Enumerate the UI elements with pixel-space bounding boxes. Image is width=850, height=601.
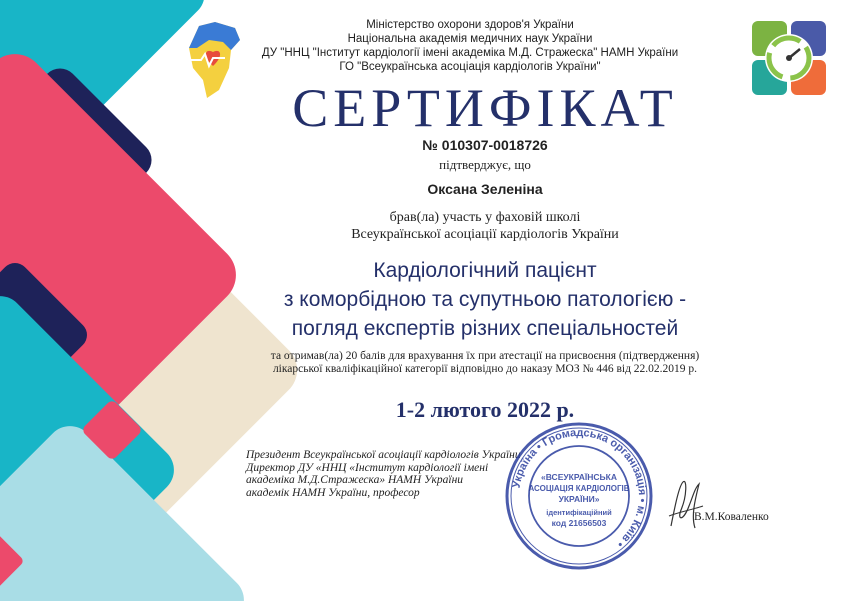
confirms-text: підтверджує, що bbox=[439, 157, 531, 172]
certificate-title: СЕРТИФІКАТ bbox=[292, 78, 678, 138]
signatory-name: В.М.Коваленко bbox=[694, 511, 769, 523]
header-organizations bbox=[200, 18, 740, 74]
participation-line-1: брав(ла) участь у фаховій школі bbox=[389, 210, 581, 225]
signatory-line-2: Директор ДУ «ННЦ «Інститут кардіології імені bbox=[246, 461, 489, 474]
svg-text:«ВСЕУКРАЇНСЬКА: «ВСЕУКРАЇНСЬКА bbox=[541, 472, 617, 482]
svg-text:АСОЦІАЦІЯ КАРДІОЛОГІВ: АСОЦІАЦІЯ КАРДІОЛОГІВ bbox=[528, 484, 630, 493]
svg-text:Україна • Громадська організац: Україна • Громадська організація • м. Київ • bbox=[510, 426, 649, 550]
header-line-ministry: Міністерство охорони здоров'я України bbox=[366, 19, 574, 31]
score-line-1: та отримав(ла) 20 балів для врахування їх при атестації на присвоєння (підтвердження) bbox=[270, 350, 700, 362]
signatory-line-1: Президент Всеукраїнської асоціації кардіологів України bbox=[246, 449, 521, 461]
score-line-2: лікарської кваліфікаційної категорії відповідно до наказу МОЗ № 446 від 22.02.2019 р. bbox=[272, 363, 698, 375]
school-title-line-1: Кардіологічний пацієнт bbox=[373, 259, 597, 282]
school-title bbox=[200, 256, 770, 343]
handwritten-signature bbox=[665, 476, 705, 536]
svg-text:УКРАЇНИ»: УКРАЇНИ» bbox=[558, 494, 600, 504]
svg-text:код 21656503: код 21656503 bbox=[551, 518, 607, 528]
participation-line-2: Всеукраїнської асоціації кардіологів України bbox=[351, 227, 619, 242]
signatory-line-4: академік НАМН України, професор bbox=[246, 486, 420, 499]
score-text bbox=[200, 350, 770, 376]
school-title-line-2: з коморбідною та супутньою патологією - bbox=[283, 288, 687, 311]
signatory-line-3: академіка М.Д.Стражеска» НАМН України bbox=[246, 474, 464, 486]
certificate-number: № 010307-0018726 bbox=[422, 137, 548, 153]
association-stamp bbox=[503, 420, 655, 572]
header-line-institute: ДУ "ННЦ "Інститут кардіології імені академіка М.Д. Стражеска" НАМН України bbox=[261, 47, 679, 59]
event-date: 1-2 лютого 2022 р. bbox=[395, 397, 575, 422]
header-line-academy: Національна академія медичних наук України bbox=[347, 33, 593, 45]
recipient-name: Оксана Зеленіна bbox=[427, 181, 543, 197]
participation-text bbox=[250, 209, 720, 243]
cardio-gauge-puzzle-logo bbox=[750, 19, 828, 97]
svg-text:ідентифікаційний: ідентифікаційний bbox=[546, 508, 612, 517]
school-title-line-3: погляд експертів різних спеціальностей bbox=[291, 317, 679, 340]
header-line-association: ГО "Всеукраїнська асоціація кардіологів України" bbox=[339, 61, 601, 73]
